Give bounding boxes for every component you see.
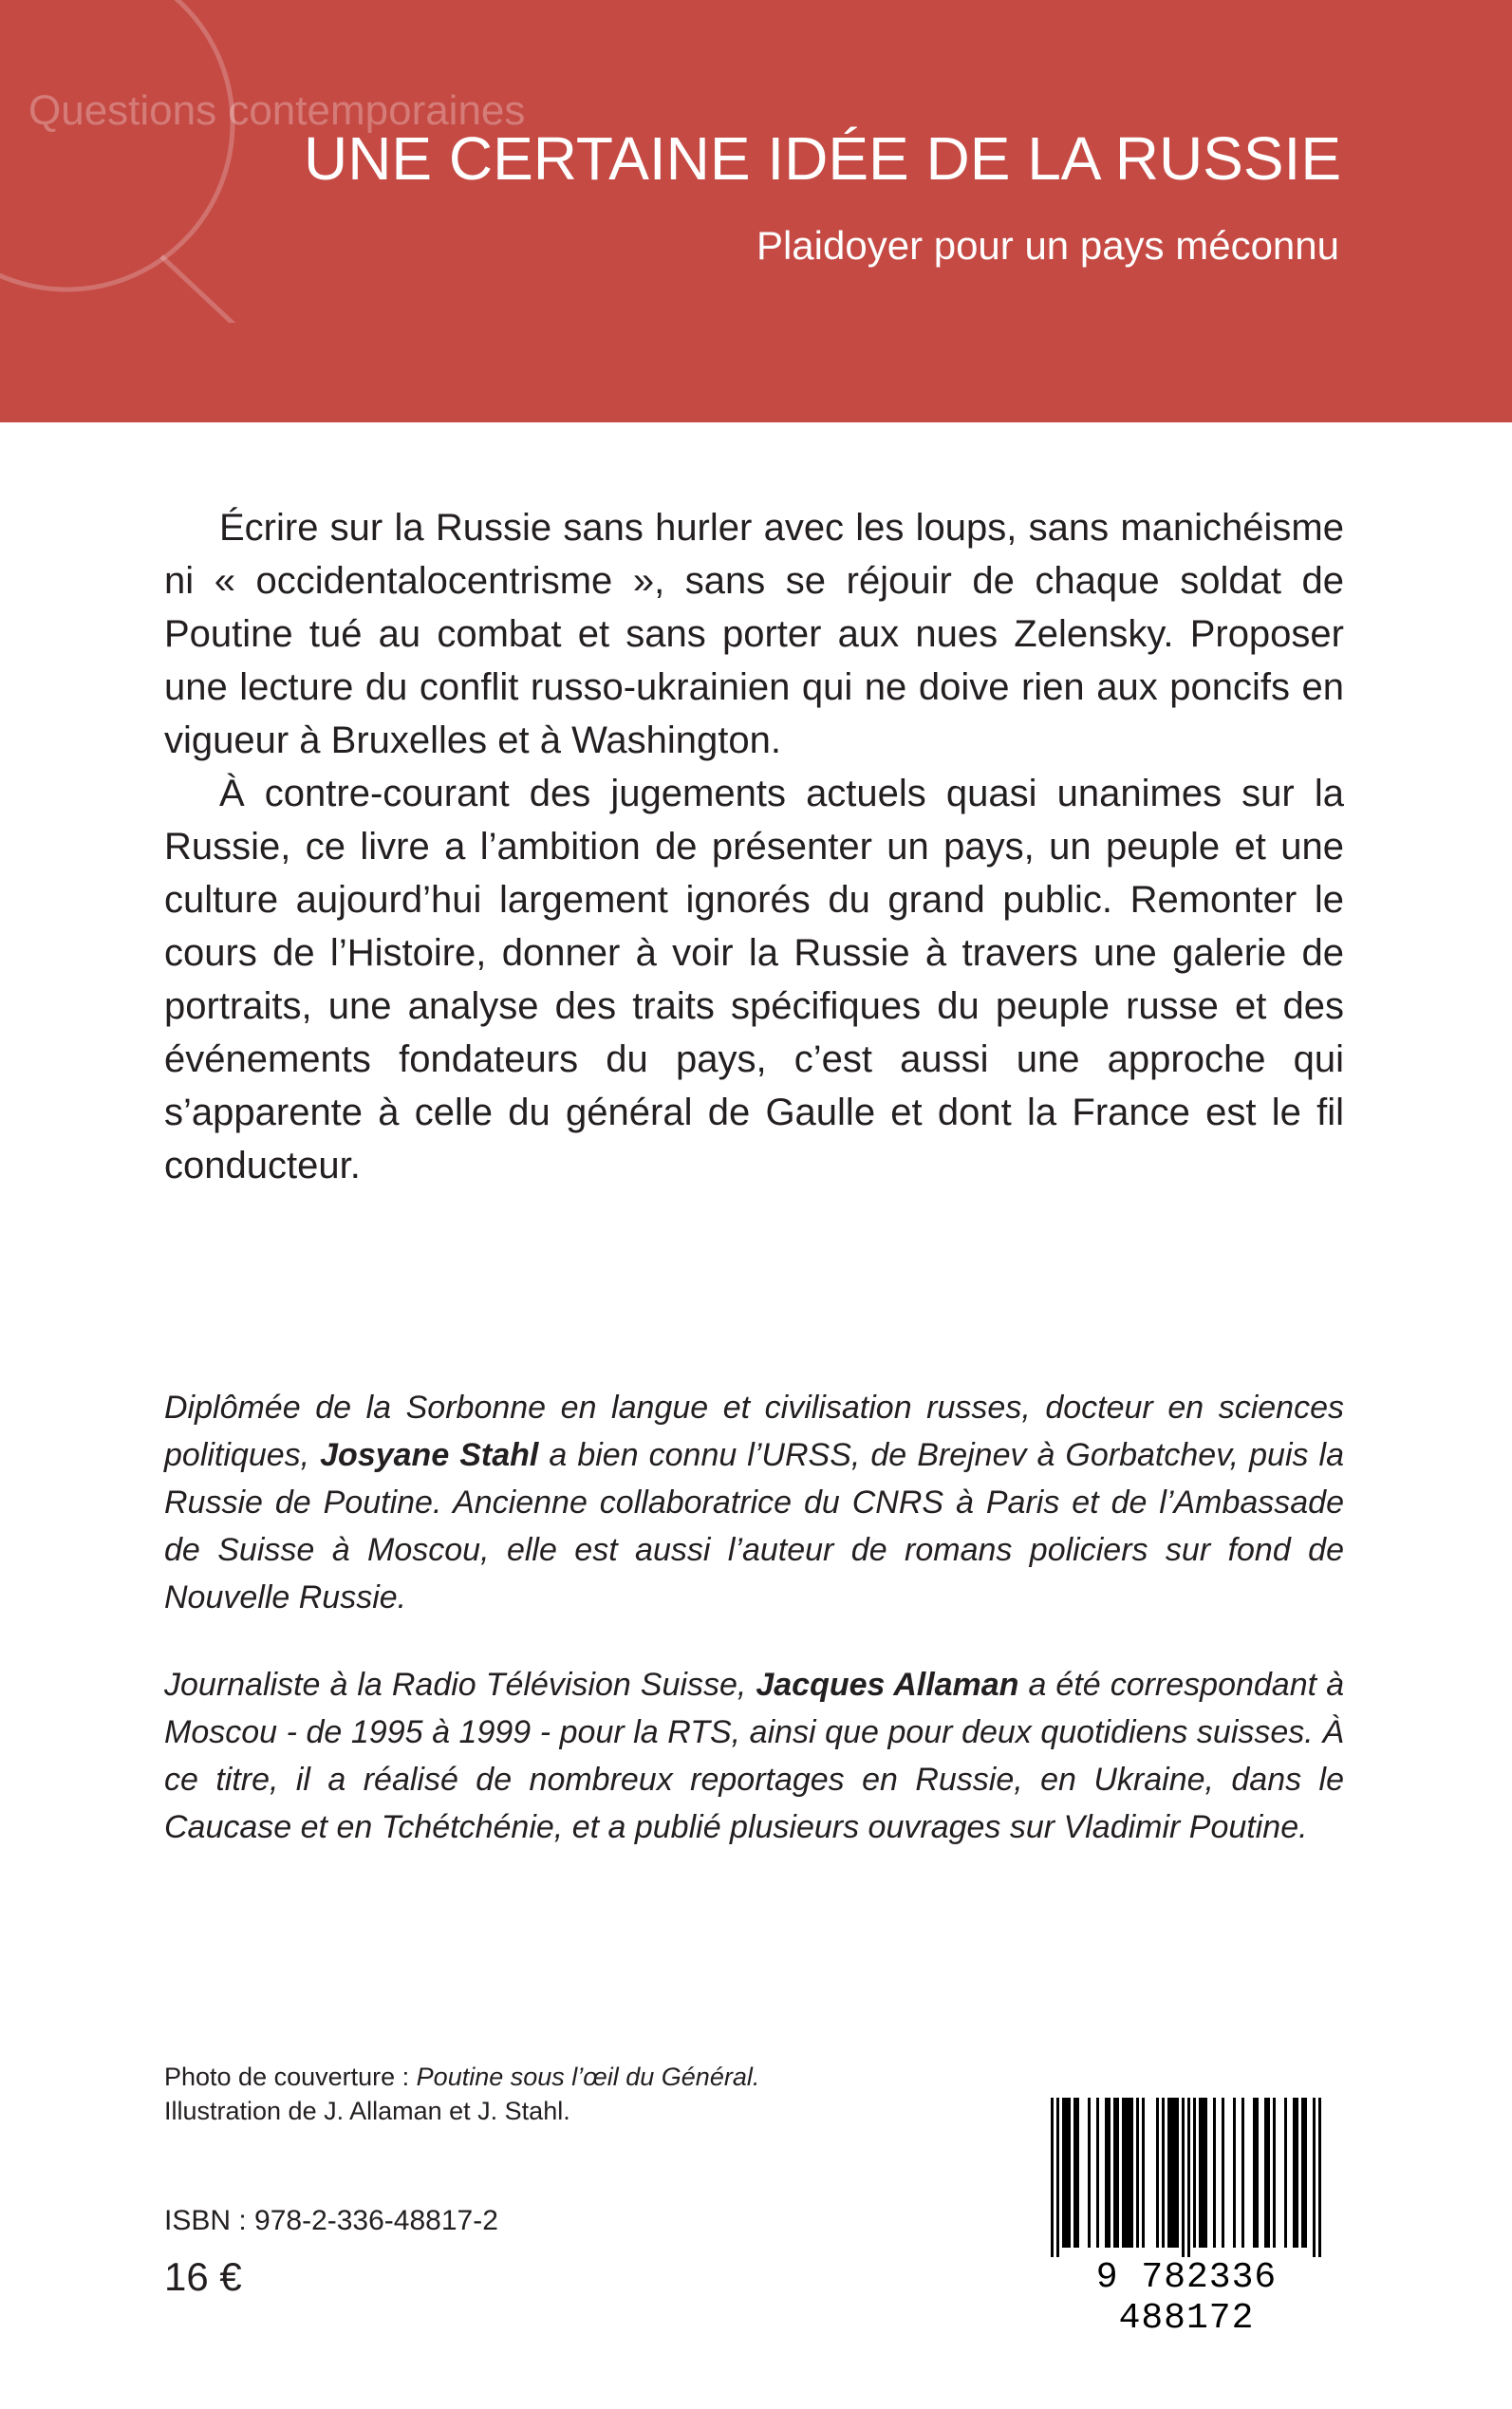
author-bio-stahl	[164, 1384, 1344, 1621]
barcode-bar	[1204, 2098, 1207, 2248]
bio-text: Journaliste à la Radio Télévision Suisse,	[164, 1667, 756, 1703]
barcode-bar	[1062, 2098, 1065, 2248]
barcode-bar	[1162, 2098, 1165, 2248]
barcode-bar	[1116, 2098, 1119, 2248]
barcode-bar	[1108, 2098, 1111, 2248]
barcode-digits: 9 782336 488172	[1095, 2257, 1278, 2339]
barcode-bar	[1130, 2098, 1133, 2248]
barcode-bar	[1076, 2098, 1079, 2248]
book-title: UNE CERTAINE IDÉE DE LA RUSSIE	[303, 124, 1341, 193]
barcode-bar	[1156, 2098, 1159, 2248]
barcode-bar	[1267, 2098, 1270, 2248]
barcode-bar	[1199, 2098, 1202, 2248]
barcode-bar	[1170, 2098, 1173, 2248]
barcode-bar	[1128, 2098, 1130, 2248]
q-letter-icon	[0, 0, 247, 323]
series-label: Questions contemporaines	[28, 87, 526, 134]
barcode-bar	[1136, 2098, 1139, 2248]
barcode-bar	[1142, 2098, 1145, 2248]
barcode-bar	[1293, 2098, 1296, 2248]
price: 16 €	[164, 2254, 242, 2299]
barcode-bar	[1096, 2098, 1099, 2248]
barcode-bar	[1122, 2098, 1125, 2248]
author-name: Jacques Allaman	[756, 1667, 1019, 1703]
barcode-bar	[1256, 2098, 1259, 2248]
barcode-bar	[1182, 2098, 1185, 2257]
header-band	[0, 0, 1512, 422]
illustration-credit: Illustration de J. Allaman et J. Stahl.	[164, 2097, 570, 2125]
barcode-bar	[1304, 2098, 1307, 2248]
barcode-bar	[1173, 2098, 1176, 2248]
blurb-paragraph: À contre-courant des jugements actuels quasi unanimes sur la Russie, ce livre a l’ambition de présenter un pays, un peuple et une culture aujourd’hui largement ignorés du grand public. Remonter le cours de l’Histoire, donner à voir la Russie à travers une galerie de portraits, une analyse des traits spécifiques du peuple russe et des événements fondateurs du pays, c’est aussi une approche qui s’apparente à celle du général de Gaulle et dont la France est le fil conducteur.	[164, 773, 1344, 1186]
barcode-bar	[1187, 2098, 1190, 2257]
barcode-bar	[1233, 2098, 1236, 2248]
barcode-bar	[1113, 2098, 1116, 2248]
barcode-bar	[1241, 2098, 1244, 2248]
barcode-bar	[1318, 2098, 1321, 2257]
barcode-bar	[1301, 2098, 1304, 2248]
author-bio-allaman	[164, 1661, 1344, 1851]
barcode-bar	[1068, 2098, 1071, 2248]
barcode-bar	[1105, 2098, 1108, 2248]
barcode-bar	[1273, 2098, 1276, 2248]
book-subtitle: Plaidoyer pour un pays méconnu	[756, 223, 1339, 268]
barcode-bar	[1056, 2098, 1059, 2257]
barcode-bars	[1030, 2098, 1343, 2259]
barcode-bar	[1313, 2098, 1316, 2257]
bio-text: a bien connu l’URSS, de Brejnev à Gorbatchev, puis la Russie de Poutine. Ancienne collaboratrice du CNRS à Paris et de l’Ambassade de Suisse à Moscou, elle est aussi l’auteur de romans policiers sur fond de Nouvelle Russie.	[164, 1437, 1345, 1615]
barcode-bar	[1073, 2098, 1076, 2248]
author-name: Josyane Stahl	[320, 1437, 539, 1473]
barcode-bar	[1296, 2098, 1298, 2248]
barcode-bar	[1167, 2098, 1170, 2248]
cover-credits	[164, 2060, 759, 2128]
barcode-bar	[1088, 2098, 1091, 2248]
barcode-bar	[1284, 2098, 1287, 2248]
barcode-bar	[1176, 2098, 1179, 2248]
barcode-bar	[1202, 2098, 1204, 2248]
barcode-bar	[1253, 2098, 1256, 2248]
blurb-paragraph: Écrire sur la Russie sans hurler avec les loups, sans manichéisme ni « occidentalocentrisme », sans se réjouir de chaque soldat de Poutine tué au combat et sans porter aux nues Zelensky. Proposer une lecture du conflit russo-ukrainien qui ne doive rien aux poncifs en vigueur à Bruxelles et à Washington.	[164, 507, 1344, 761]
blurb	[164, 501, 1344, 1192]
barcode-bar	[1213, 2098, 1216, 2248]
photo-credit	[164, 2060, 759, 2094]
bio-text: Diplômée de la Sorbonne en langue et civilisation russes, docteur en sciences politiques,	[164, 1390, 1344, 1473]
barcode-bar	[1051, 2098, 1054, 2257]
barcode	[1030, 2098, 1343, 2339]
photo-credit-title: Poutine sous l’œil du Général.	[416, 2063, 760, 2091]
barcode-bar	[1193, 2098, 1196, 2248]
photo-credit-label: Photo de couverture :	[164, 2063, 417, 2091]
barcode-bar	[1222, 2098, 1224, 2248]
isbn: ISBN : 978-2-336-48817-2	[164, 2205, 498, 2236]
bio-text: a été correspondant à Moscou - de 1995 à 1999 - pour la RTS, ainsi que pour deux quotidiens suisses. À ce titre, il a réalisé de nombreux reportages en Russie, en Ukraine, dans le Caucase et en Tchétchénie, et a publié plusieurs ouvrages sur Vladimir Poutine.	[164, 1667, 1344, 1845]
barcode-bar	[1264, 2098, 1267, 2248]
barcode-bar	[1125, 2098, 1128, 2248]
barcode-bar	[1065, 2098, 1068, 2248]
